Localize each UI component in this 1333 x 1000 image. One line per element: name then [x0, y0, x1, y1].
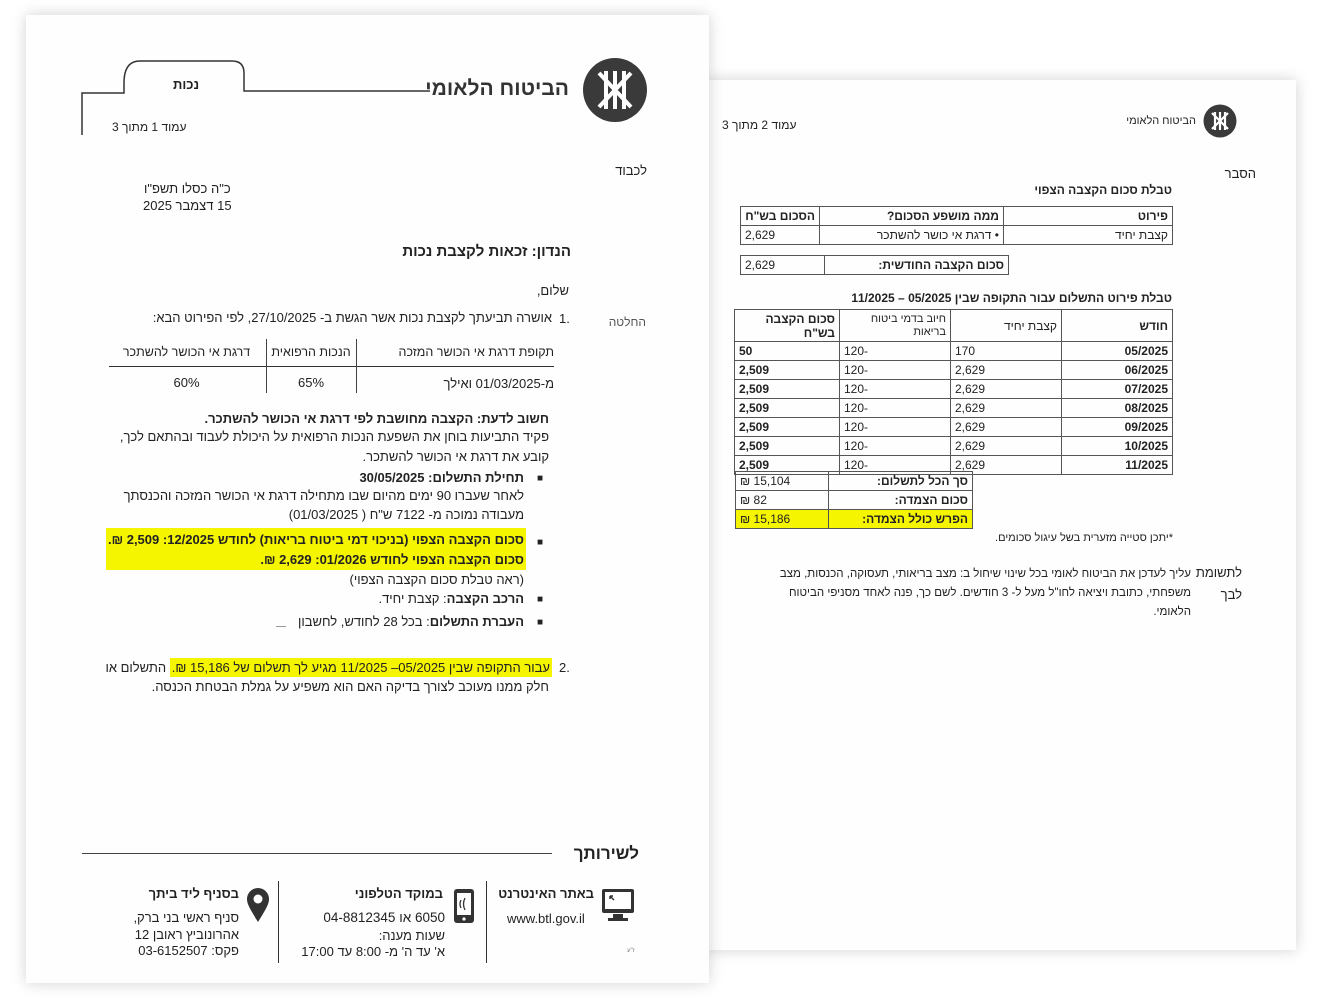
form-code: ז"ע — [627, 948, 635, 954]
hebrew-date: כ"ה כסלו תשפ"ו — [144, 181, 231, 196]
month-cell: 09/2025 — [1062, 418, 1173, 437]
summary-linkage-value: 82 ₪ — [736, 491, 829, 510]
attention-paragraph — [731, 565, 1191, 622]
health-charge-cell: -120 — [840, 361, 951, 380]
table-row — [735, 437, 1173, 456]
footer-separator — [278, 881, 279, 963]
payment-breakdown-table — [734, 309, 1173, 475]
bullet4 — [298, 614, 524, 629]
mobile-phone-icon — [453, 888, 475, 924]
summary-total-label: סך הכל לתשלום: — [829, 472, 973, 491]
phone-numbers: 6050 או 04-8812345 — [323, 910, 445, 925]
btl-logo-icon — [582, 57, 648, 123]
table-header: תקופת דרגת אי הכושר המזכה — [398, 345, 554, 359]
single-pension-cell: 170 — [951, 342, 1062, 361]
computer-icon — [601, 888, 635, 924]
item2-line1 — [105, 660, 552, 675]
table2-header: סכום הקצבה בש"ח — [735, 310, 840, 342]
table2-header: קצבת יחיד — [951, 310, 1062, 342]
org-name: הביטוח הלאומי — [1126, 115, 1196, 127]
attention-line: הלאומי. — [1153, 606, 1191, 618]
important-line: פקיד התביעות בוחן את השפעת הנכות הרפואית על היכולת לעבוד ובהתאם לכך, — [119, 429, 549, 444]
single-pension-cell: 2,629 — [951, 418, 1062, 437]
health-charge-cell: -120 — [840, 399, 951, 418]
amount-cell: 2,509 — [735, 361, 840, 380]
table1-title: טבלת סכום הקצבה הצפוי — [1034, 183, 1172, 197]
letter-date: 15 דצמבר 2025 — [143, 198, 232, 213]
location-pin-icon — [246, 887, 270, 923]
single-pension-cell: 2,629 — [951, 456, 1062, 475]
month-cell: 08/2025 — [1062, 399, 1173, 418]
table1-cell: קצבת יחיד — [1004, 226, 1173, 245]
letter-page-2 — [706, 80, 1296, 950]
table2-title: טבלת פירוט התשלום עבור התקופה שבין 05/2025 – 11/2025 — [851, 291, 1172, 305]
single-pension-cell: 2,629 — [951, 380, 1062, 399]
table2-header: חודש — [1062, 310, 1173, 342]
page-number: עמוד 1 מתוך 3 — [112, 120, 187, 134]
table-cell: 65% — [297, 375, 325, 390]
phone-title: במוקד הטלפוני — [354, 886, 443, 901]
table-row — [735, 399, 1173, 418]
single-pension-cell: 2,629 — [951, 437, 1062, 456]
single-pension-cell: 2,629 — [951, 399, 1062, 418]
subject-line: הנדון: זכאות לקצבת נכות — [402, 243, 571, 260]
health-charge-cell: -120 — [840, 437, 951, 456]
side-label-decision: החלטה — [608, 315, 646, 329]
disability-table — [109, 339, 554, 395]
hours-label: שעות מענה: — [378, 928, 445, 943]
item1-text: אושרה תביעתך לקצבת נכות אשר הגשת ב- 27/10/2025, לפי הפירוט הבא: — [152, 310, 552, 325]
amount-cell: 2,509 — [735, 456, 840, 475]
branch-fax: פקס: 03-6152507 — [138, 943, 239, 958]
month-cell: 07/2025 — [1062, 380, 1173, 399]
table1-total-label: סכום הקצבה החודשית: — [825, 256, 1009, 275]
summary-total-value: 15,104 ₪ — [736, 472, 829, 491]
table-row — [735, 418, 1173, 437]
amount-cell: 2,509 — [735, 399, 840, 418]
item2-rest: התשלום או — [105, 660, 167, 675]
monthly-total-table — [740, 255, 1009, 275]
amount-cell: 50 — [735, 342, 840, 361]
amount-cell: 2,509 — [735, 437, 840, 456]
amount-cell: 2,509 — [735, 380, 840, 399]
bullet3 — [378, 591, 524, 606]
table1-total-value: 2,629 — [741, 256, 825, 275]
table-row — [735, 342, 1173, 361]
attention-line: עליך לעדכן את הביטוח לאומי בכל שינוי שיחול ב: מצב בריאותי, תעסוקה, הכנסות, מצב — [779, 568, 1191, 580]
greeting: שלום, — [536, 283, 569, 298]
bullet4-title: העברת התשלום — [429, 614, 524, 629]
expected-amount-note: (ראה טבלת סכום הקצבה הצפוי) — [349, 572, 524, 587]
amount-cell: 2,509 — [735, 418, 840, 437]
side-label-explain: הסבר — [1224, 166, 1256, 181]
bullet4-text: : בכל 28 לחודש, לחשבון — [297, 614, 430, 629]
health-charge-cell: -120 — [840, 342, 951, 361]
branch-title: בסניף ליד ביתך — [148, 886, 239, 901]
footer-divider — [82, 853, 552, 854]
attention-line: משפחתי, כתובת ויציאה לחו"ל מעל ל- 3 חודשים. לשם כך, פנה לאחד מסניפי הביטוח — [788, 587, 1191, 599]
month-cell: 10/2025 — [1062, 437, 1173, 456]
bullet-square-icon: ■ — [537, 594, 544, 605]
service-hours: א' עד ה' מ- 8:00 עד 17:00 — [301, 944, 445, 959]
health-charge-cell: -120 — [840, 380, 951, 399]
bullet1-line: מעבודה נמוכה מ- 7122 ש"ח ( 01/03/2025) — [288, 507, 524, 522]
table1-header: פירוט — [1004, 207, 1173, 226]
item-number: 2. — [559, 660, 570, 675]
payment-summary-table — [735, 471, 973, 529]
btl-logo-icon — [1203, 104, 1237, 138]
side-label-attention-2: לבך — [1220, 587, 1242, 602]
letter-page-1 — [26, 15, 709, 983]
month-cell: 05/2025 — [1062, 342, 1173, 361]
item-number: 1. — [559, 311, 570, 326]
summary-diff-value: 15,186 ₪ — [736, 510, 829, 529]
bullet-square-icon: ■ — [537, 473, 544, 484]
item2-line2: חלק ממנו מעוכב לצורך בדיקה האם הוא משפיע על גמלת הבטחת הכנסה. — [151, 679, 549, 694]
rounding-footnote: *יתכן סטייה מזערית בשל עיגול סכומים. — [995, 532, 1173, 544]
branch-name: סניף ראשי בני ברק, — [133, 910, 239, 925]
expected-amount-table — [740, 206, 1173, 245]
table1-cell-text: דרגת אי כושר להשתכר — [876, 228, 992, 242]
internet-url[interactable]: www.btl.gov.il — [507, 911, 585, 926]
footer-separator — [486, 881, 487, 963]
to-label: לכבוד — [615, 163, 647, 178]
expected-amount-dec: סכום הקצבה הצפוי (בניכוי דמי ביטוח בריאות) לחודש 12/2025: 2,509 ₪. — [108, 532, 524, 547]
table-header: דרגת אי הכושר להשתכר — [122, 345, 251, 359]
org-name: הביטוח הלאומי — [425, 77, 569, 100]
month-cell: 06/2025 — [1062, 361, 1173, 380]
table1-header: הסכום בש"ח — [741, 207, 820, 226]
footer-title: לשירותך — [573, 844, 639, 863]
item2-highlight: עבור התקופה שבין 05/2025– 11/2025 מגיע לך תשלום של 15,186 ₪. — [171, 660, 550, 675]
table-row — [735, 361, 1173, 380]
table-header: הנכות הרפואית — [271, 345, 351, 359]
table-row — [735, 380, 1173, 399]
summary-linkage-label: סכום הצמדה: — [829, 491, 973, 510]
table1-header: ממה מושפע הסכום? — [820, 207, 1004, 226]
table-cell: 60% — [173, 375, 200, 390]
health-charge-cell: -120 — [840, 418, 951, 437]
side-label-attention: לתשומת — [1195, 565, 1242, 580]
bullet3-text: : קצבת יחיד. — [378, 591, 447, 606]
bullet3-title: הרכב הקצבה — [446, 591, 524, 606]
bullet1-title: תחילת התשלום: 30/05/2025 — [359, 470, 524, 485]
table1-cell: • דרגת אי כושר להשתכר — [820, 226, 1004, 245]
important-title: חשוב לדעת: הקצבה מחושבת לפי דרגת אי הכושר להשתכר. — [204, 411, 549, 426]
summary-diff-label: הפרש כולל הצמדה: — [829, 510, 973, 529]
month-cell: 11/2025 — [1062, 456, 1173, 475]
tab-label: נכות — [173, 77, 200, 92]
health-charge-cell: -120 — [840, 456, 951, 475]
internet-title: באתר האינטרנט — [498, 886, 594, 901]
single-pension-cell: 2,629 — [951, 361, 1062, 380]
redacted-mark — [276, 626, 286, 627]
table1-cell: 2,629 — [741, 226, 820, 245]
table2-header: חיוב בדמי ביטוח בריאות — [840, 310, 951, 342]
bullet-square-icon: ■ — [537, 537, 544, 548]
bullet-square-icon: ■ — [537, 617, 544, 628]
table-cell: מ-01/03/2025 ואילך — [443, 376, 554, 391]
important-line: קובע את דרגת אי הכושר להשתכר. — [362, 449, 549, 464]
page-number: עמוד 2 מתוך 3 — [722, 118, 797, 132]
branch-address: אהרונוביץ ראובן 12 — [134, 927, 239, 942]
bullet1-line: לאחר שעברו 90 ימים מהיום שבו מתחילה דרגת אי הכושר המזכה והכנסתך — [123, 488, 524, 503]
expected-amount-jan: סכום הקצבה הצפוי לחודש 01/2026: 2,629 ₪. — [260, 552, 524, 567]
